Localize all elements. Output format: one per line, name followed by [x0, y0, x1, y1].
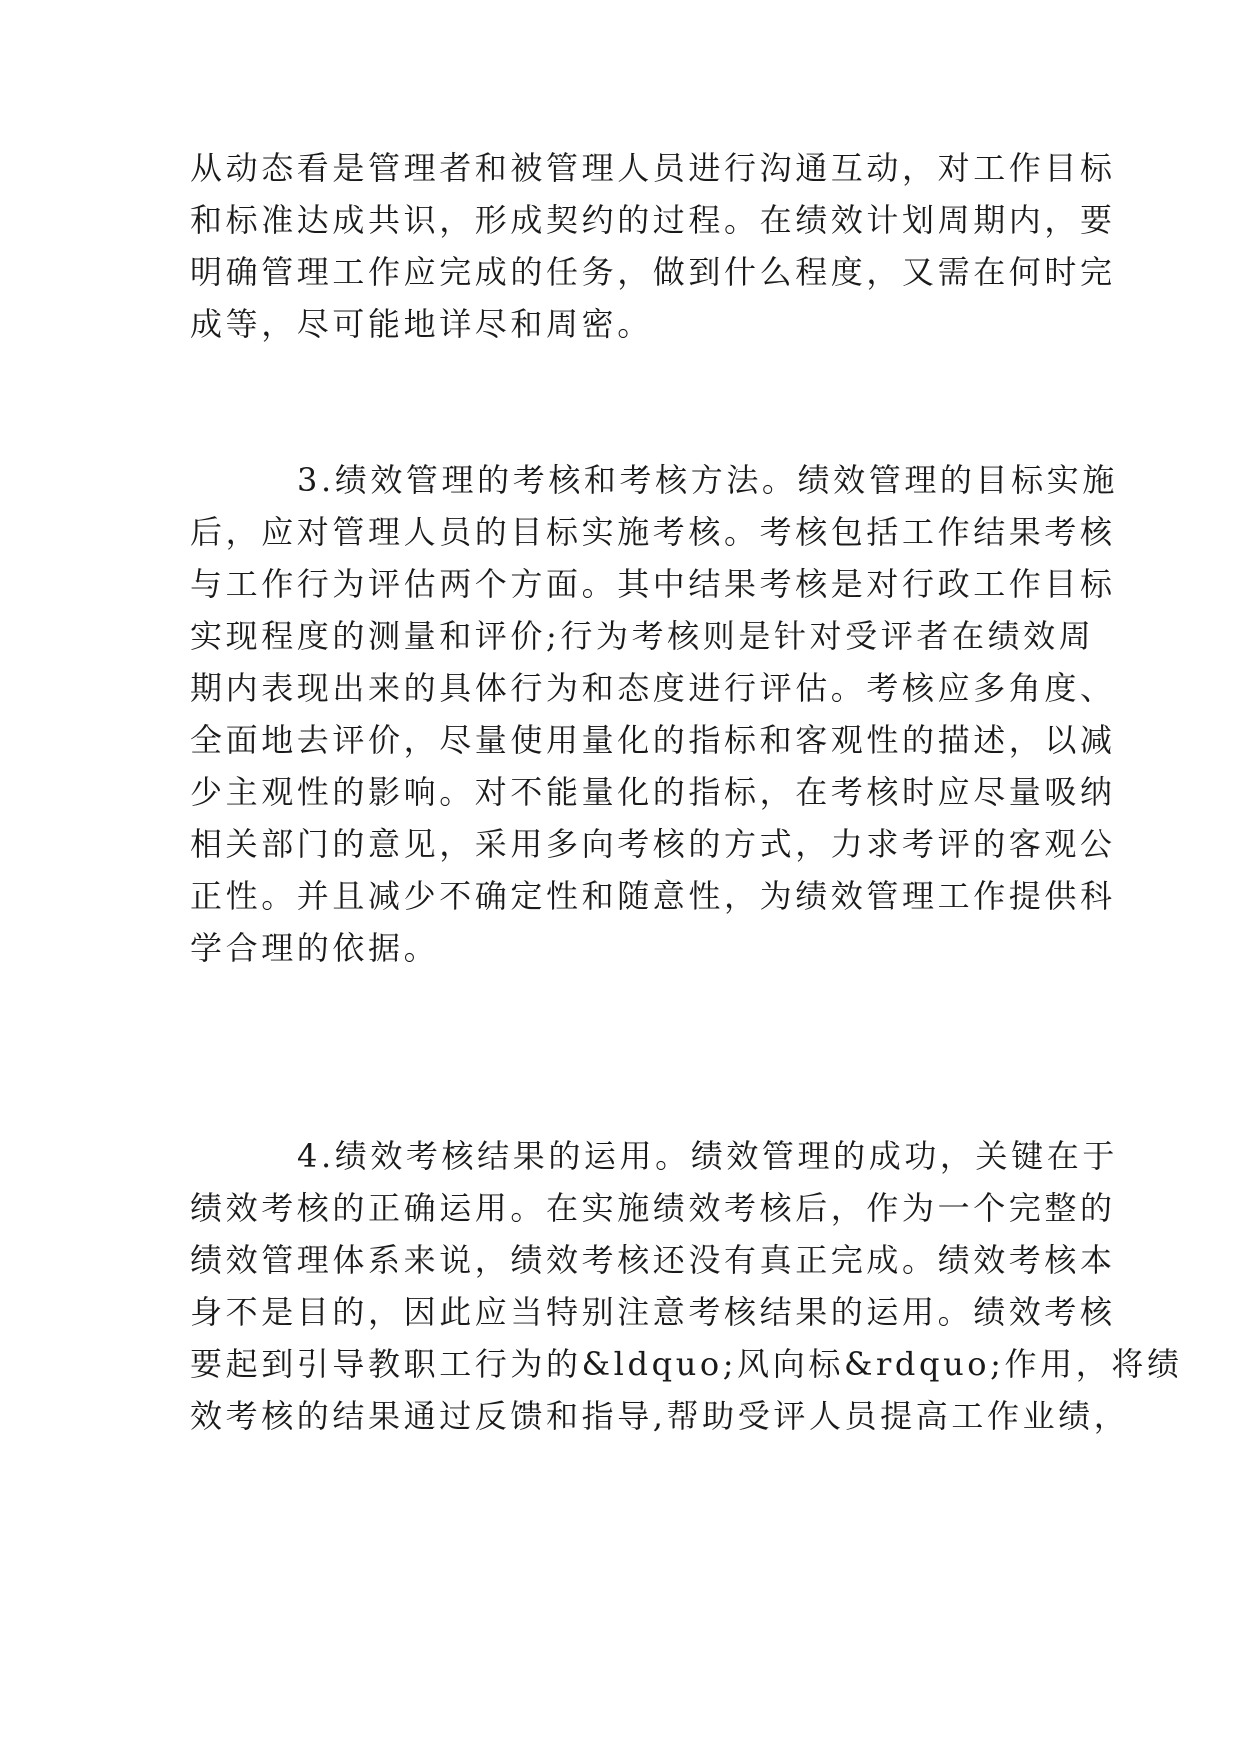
text-line: 少主观性的影响。对不能量化的指标，在考核时应尽量吸纳	[190, 773, 1116, 811]
text-line: 与工作行为评估两个方面。其中结果考核是对行政工作目标	[190, 565, 1116, 603]
text-line: 期内表现出来的具体行为和态度进行评估。考核应多角度、	[190, 669, 1116, 707]
text-line: 绩效管理体系来说，绩效考核还没有真正完成。绩效考核本	[190, 1241, 1116, 1279]
text-line: 成等，尽可能地详尽和周密。	[190, 305, 653, 343]
text-line: 全面地去评价，尽量使用量化的指标和客观性的描述，以减	[190, 721, 1116, 759]
text-line: 要起到引导教职工行为的&ldquo;风向标&rdquo;作用，将绩	[190, 1345, 1183, 1383]
text-line: 从动态看是管理者和被管理人员进行沟通互动，对工作目标	[190, 149, 1116, 187]
text-line: 学合理的依据。	[190, 929, 440, 967]
text-line: 和标准达成共识，形成契约的过程。在绩效计划周期内，要	[190, 201, 1116, 239]
text-line: 4.绩效考核结果的运用。绩效管理的成功，关键在于	[297, 1137, 1118, 1175]
text-line: 后，应对管理人员的目标实施考核。考核包括工作结果考核	[190, 513, 1116, 551]
text-line: 相关部门的意见，采用多向考核的方式，力求考评的客观公	[190, 825, 1116, 863]
text-line: 明确管理工作应完成的任务，做到什么程度，又需在何时完	[190, 253, 1116, 291]
text-line: 实现程度的测量和评价;行为考核则是针对受评者在绩效周	[190, 617, 1095, 655]
text-line: 正性。并且减少不确定性和随意性，为绩效管理工作提供科	[190, 877, 1116, 915]
text-line: 绩效考核的正确运用。在实施绩效考核后，作为一个完整的	[190, 1189, 1116, 1227]
text-line: 3.绩效管理的考核和考核方法。绩效管理的目标实施	[297, 461, 1118, 499]
text-line: 效考核的结果通过反馈和指导,帮助受评人员提高工作业绩，	[190, 1397, 1130, 1435]
text-line: 身不是目的，因此应当特别注意考核结果的运用。绩效考核	[190, 1293, 1116, 1331]
